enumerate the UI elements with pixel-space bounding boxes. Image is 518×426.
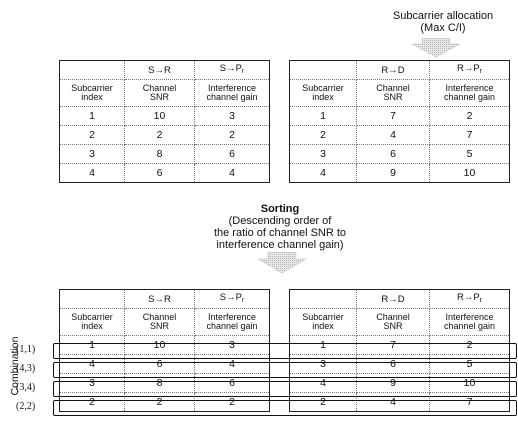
sorting-caption-line3: the ratio of channel SNR to: [213, 227, 347, 239]
pair-label: (2,2): [16, 401, 36, 412]
table-cell: 3: [290, 145, 357, 164]
combination-row-outline: [53, 362, 517, 378]
table-cell: 10: [430, 164, 510, 183]
combination-row-outline: [53, 400, 517, 416]
table-cell: 6: [195, 145, 270, 164]
table-cell: 2: [290, 393, 357, 412]
table-cell: 6: [357, 355, 430, 374]
table-cell: 1: [290, 107, 357, 126]
header-subcarrier-index: Subcarrier index: [60, 80, 125, 107]
table-cell: 2: [125, 126, 195, 145]
header-channel-snr: Channel SNR: [357, 80, 430, 107]
header-channel-snr: Channel SNR: [125, 309, 195, 336]
header-interference-gain: Interference channel gain: [430, 309, 510, 336]
header-s-to-pr: $S\to P_r$: [195, 61, 270, 80]
table-cell: 6: [195, 374, 270, 393]
table-cell: 4: [60, 355, 125, 374]
table-cell: 4: [60, 164, 125, 183]
table-cell: 6: [125, 355, 195, 374]
sorting-caption-title: Sorting: [260, 203, 300, 215]
pair-label: (1,1): [16, 344, 36, 355]
table-cell: 4: [290, 164, 357, 183]
table-cell: 4: [195, 355, 270, 374]
top-caption-line2: (Max C/I): [420, 22, 466, 34]
table-cell: 1: [290, 336, 357, 355]
table-cell: 5: [430, 145, 510, 164]
table-cell: 10: [125, 336, 195, 355]
table-cell: 2: [60, 126, 125, 145]
pair-label: (4,3): [16, 363, 36, 374]
table-cell: 10: [430, 374, 510, 393]
table-cell: 6: [125, 164, 195, 183]
header-subcarrier-index: Subcarrier index: [290, 309, 357, 336]
sorting-caption-line4: interference channel gain): [216, 239, 344, 251]
combination-row-outline: [53, 343, 517, 359]
header-interference-gain: Interference channel gain: [195, 80, 270, 107]
table-top-right: [289, 60, 510, 183]
header-channel-snr: Channel SNR: [357, 309, 430, 336]
table-cell: 2: [60, 393, 125, 412]
combination-row-outline: [53, 381, 517, 397]
table-top-left: [59, 60, 270, 183]
table-cell: 9: [357, 374, 430, 393]
table-cell: 8: [125, 374, 195, 393]
pair-label: (3,4): [16, 382, 36, 393]
table-cell: 4: [290, 374, 357, 393]
table-cell: 9: [357, 164, 430, 183]
table-cell: 1: [60, 336, 125, 355]
table-cell: 4: [195, 164, 270, 183]
table-cell: 7: [357, 107, 430, 126]
table-cell: 2: [430, 107, 510, 126]
table-cell: 2: [195, 126, 270, 145]
table-cell: 3: [195, 336, 270, 355]
header-s-to-r: S→R: [125, 61, 195, 80]
table-cell: 7: [430, 393, 510, 412]
table-cell: 4: [357, 393, 430, 412]
header-channel-snr: Channel SNR: [125, 80, 195, 107]
table-cell: 2: [125, 393, 195, 412]
table-cell: 3: [290, 355, 357, 374]
table-cell: 3: [195, 107, 270, 126]
table-cell: 2: [195, 393, 270, 412]
header-interference-gain: Interference channel gain: [195, 309, 270, 336]
header-r-to-pr: $R\to P_r$: [430, 61, 510, 80]
top-caption-line1: Subcarrier allocation: [392, 10, 494, 22]
header-s-to-r: S→R: [125, 290, 195, 309]
header-r-to-d: R→D: [357, 290, 430, 309]
table-cell: 2: [430, 336, 510, 355]
table-cell: 3: [60, 145, 125, 164]
table-cell: 3: [60, 374, 125, 393]
table-cell: 10: [125, 107, 195, 126]
sorting-caption: [180, 203, 380, 251]
sorting-caption-line2: (Descending order of: [228, 215, 332, 227]
header-r-to-d: R→D: [357, 61, 430, 80]
header-r-to-pr: $R\to P_r$: [430, 290, 510, 309]
down-arrow-icon: [408, 38, 464, 58]
table-cell: 4: [357, 126, 430, 145]
table-cell: 7: [430, 126, 510, 145]
top-caption: [368, 10, 518, 34]
table-cell: 6: [357, 145, 430, 164]
table-cell: 2: [290, 126, 357, 145]
header-s-to-pr: $S\to P_r$: [195, 290, 270, 309]
table-cell: 7: [357, 336, 430, 355]
header-interference-gain: Interference channel gain: [430, 80, 510, 107]
table-cell: 8: [125, 145, 195, 164]
header-subcarrier-index: Subcarrier index: [290, 80, 357, 107]
down-arrow-icon: [254, 252, 310, 274]
table-cell: 1: [60, 107, 125, 126]
header-subcarrier-index: Subcarrier index: [60, 309, 125, 336]
table-cell: 5: [430, 355, 510, 374]
combination-label: Combination: [9, 336, 21, 396]
